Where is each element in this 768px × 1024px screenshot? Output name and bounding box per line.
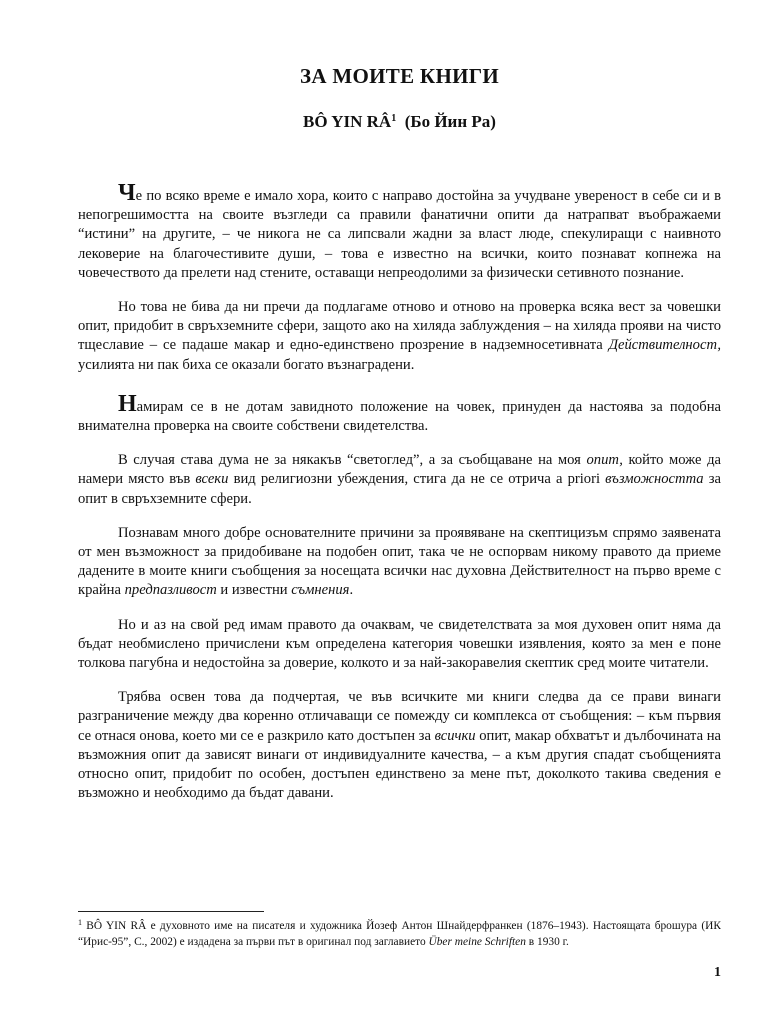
paragraph-1 xyxy=(78,180,721,283)
paragraph-4 xyxy=(78,451,721,509)
paragraph-text: за опит в свръхземните сфери. xyxy=(78,471,721,507)
paragraph-text: Но това не бива да ни пречи да подлагаме отново и отново на проверка всяка вест за човешки опит, придобит в свръхземните сфери, защото ако на хиляда заблуждения – на хиляда прояви на чисто тщеславие – се падаше макар и едно-единствено прозрение в надземносетивната xyxy=(78,299,721,354)
paragraph-text: Но и аз на свой ред имам правото да очаквам, че свидетелствата за моя духовен опит няма да бъдат необмислено причислени към определена категория човешки изявления, която за мен е поне толкова пагубна и недостойна за доверие, колкото и за най-закоравелия скептик сред моите читатели. xyxy=(78,616,721,672)
paragraph-5 xyxy=(78,524,721,601)
italic-emphasis: всеки xyxy=(195,471,229,488)
footnote-marker: 1 xyxy=(78,918,82,927)
footnote-text: BÔ YIN RÂ е духовното име на писателя и художника Йозеф Антон Шнайдерфранкен (1876–1943). Настоящата брошура (ИК “Ирис-95”, С., 2002) е издадена за първи път в оригинал под заглавието xyxy=(78,920,721,948)
italic-emphasis: предпазливост xyxy=(124,582,217,599)
italic-emphasis: възможността xyxy=(605,471,704,488)
paragraph-2 xyxy=(78,298,721,375)
paragraph-text: опит, макар обхватът и дълбочината на възможния опит да зависят винаги от индивидуалните качества, – а към другия спадат съобщенията относно опит, придобит по особен, достъпен единствено за мене път, доколкото такива сведения е възможно и необходимо да бъдат давани. xyxy=(78,727,721,802)
italic-emphasis: всички xyxy=(434,727,476,744)
author-subtitle xyxy=(78,112,721,132)
paragraph-text: усилията ни пак биха се оказали богато възнаградени. xyxy=(78,356,415,373)
page-title: ЗА МОИТЕ КНИГИ xyxy=(299,64,500,88)
paragraph-text: и известни xyxy=(216,582,292,599)
page-number: 1 xyxy=(714,965,721,980)
paragraph-text: е по всяко време е имало хора, които с направо достойна за учудване увереност в себе си и в непогрешимостта на своите възгледи са правили фанатични опити да натрапват въображаеми “истини” на другите, – че никога не са липсвали жадни за власт люде, спекулиращи с наивното лековерие на благочестивите души, – това е известно на всички, които познават копнежа на човечеството да прелети над стените, оставащи непреодолими за физически сетивното познание. xyxy=(78,188,721,281)
italic-emphasis: съмнения xyxy=(291,582,350,599)
body-text xyxy=(78,180,722,818)
drop-cap: Ч xyxy=(118,180,136,206)
footnote-italic-title: Über meine Schriften xyxy=(428,936,526,948)
drop-cap: Н xyxy=(118,390,137,417)
italic-emphasis: Действителност, xyxy=(608,337,721,354)
paragraph-text: Познавам много добре основателните причини за проявяване на скептицизъм спрямо заявената от мен възможност за придобиване на подобен опит, така че не оспорвам никому правото да приеме дадените в моите книги съобщения за носещата всички нас духовна Действителност на първо време с крайна xyxy=(78,524,721,599)
footnote-separator xyxy=(78,911,264,912)
paragraph-3 xyxy=(78,390,721,436)
italic-emphasis: опит, xyxy=(586,452,623,469)
author-transliteration: (Бо Йин Ра) xyxy=(404,112,496,131)
paragraph-7 xyxy=(78,688,721,803)
paragraph-6 xyxy=(78,616,721,674)
footnote xyxy=(78,915,721,950)
paragraph-text: който може да намери място във xyxy=(78,452,722,488)
paragraph-text: амирам се в не дотам завидното положение на човек, принуден да настоява за подобна внимателна проверка на своите собствени свидетелства. xyxy=(78,398,721,435)
paragraph-text: . xyxy=(349,582,354,599)
author-name: BÔ YIN RÂ xyxy=(303,112,392,131)
footnote-text: в 1930 г. xyxy=(525,936,569,948)
footnote-reference: 1 xyxy=(391,113,397,124)
document-page xyxy=(78,0,721,1024)
paragraph-text: Трябва освен това да подчертая, че във всичките ми книги следва да се прави винаги разграничение между два коренно отличаващи се помежду си комплекса от съобщения: – към първия се отнася онова, което ми се е разкрило като достъпен за xyxy=(78,689,721,744)
paragraph-text: В случая става дума не за някакъв “светоглед”, а за съобщаване на моя xyxy=(118,452,587,469)
paragraph-text: вид религиозни убеждения, стига да не се отрича a priori xyxy=(228,471,606,488)
